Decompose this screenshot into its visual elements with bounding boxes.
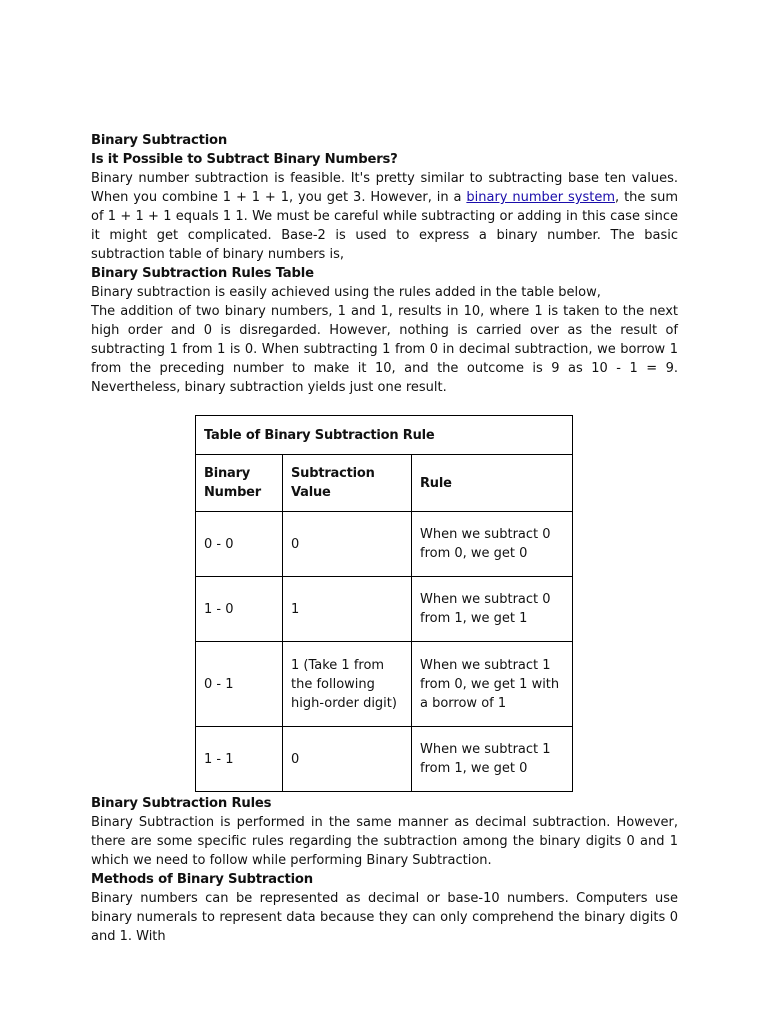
intro-text-b: , the sum of 1 + 1 + 1 equals 1 1. We must be careful while subtracting or adding in this case since it might get complicated. Base-2 is used to express a binary number. The basic subtraction table of binary numbers is, [91, 190, 678, 262]
table-title: Table of Binary Subtraction Rule [196, 416, 573, 455]
rule-cell: When we subtract 1 from 0, we get 1 with a borrow of 1 [412, 642, 573, 727]
rules-paragraph: Binary Subtraction is performed in the same manner as decimal subtraction. However, there are some specific rules regarding the subtraction among the binary digits 0 and 1 which we need to follow while performing Binary Subtraction. [91, 815, 678, 868]
methods-heading: Methods of Binary Subtraction [91, 872, 313, 887]
subtraction-rules-table [195, 415, 573, 792]
methods-paragraph: Binary numbers can be represented as decimal or base-10 numbers. Computers use binary numerals to represent data because they can only comprehend the binary digits 0 and 1. With [91, 891, 678, 944]
document-body [91, 131, 678, 946]
header-rule: Rule [412, 455, 573, 512]
binary-cell: 1 - 1 [196, 727, 283, 792]
binary-cell: 0 - 0 [196, 512, 283, 577]
rules-intro-line: Binary subtraction is easily achieved using the rules added in the table below, [91, 285, 601, 300]
table-row [196, 642, 573, 727]
rules-table-heading: Binary Subtraction Rules Table [91, 266, 314, 281]
table-row [196, 727, 573, 792]
intro-paragraph [91, 169, 678, 264]
intro-text-a: Binary number subtraction is feasible. It's pretty similar to subtracting base ten values. When you combine 1 + 1 + 1, you get 3. However, in a [91, 171, 678, 205]
rule-cell: When we subtract 0 from 1, we get 1 [412, 577, 573, 642]
table-row [196, 577, 573, 642]
header-binary-number: Binary Number [196, 455, 283, 512]
binary-cell: 1 - 0 [196, 577, 283, 642]
binary-number-system-link[interactable]: binary number system [466, 190, 616, 205]
table-row [196, 512, 573, 577]
value-cell: 1 [283, 577, 412, 642]
value-cell: 0 [283, 512, 412, 577]
rules-heading: Binary Subtraction Rules [91, 796, 272, 811]
rule-cell: When we subtract 1 from 1, we get 0 [412, 727, 573, 792]
doc-title: Binary Subtraction [91, 133, 228, 148]
question-heading: Is it Possible to Subtract Binary Numbers? [91, 152, 398, 167]
value-cell: 1 (Take 1 from the following high-order digit) [283, 642, 412, 727]
binary-cell: 0 - 1 [196, 642, 283, 727]
value-cell: 0 [283, 727, 412, 792]
header-subtraction-value: Subtraction Value [283, 455, 412, 512]
rules-explanation-paragraph: The addition of two binary numbers, 1 and 1, results in 10, where 1 is taken to the next high order and 0 is disregarded. However, nothing is carried over as the result of subtracting 1 from 1 is 0. When subtracting 1 from 0 in decimal subtraction, we borrow 1 from the preceding number to make it 10, and the outcome is 9 as 10 - 1 = 9. Nevertheless, binary subtraction yields just one result. [91, 304, 678, 395]
rule-cell: When we subtract 0 from 0, we get 0 [412, 512, 573, 577]
